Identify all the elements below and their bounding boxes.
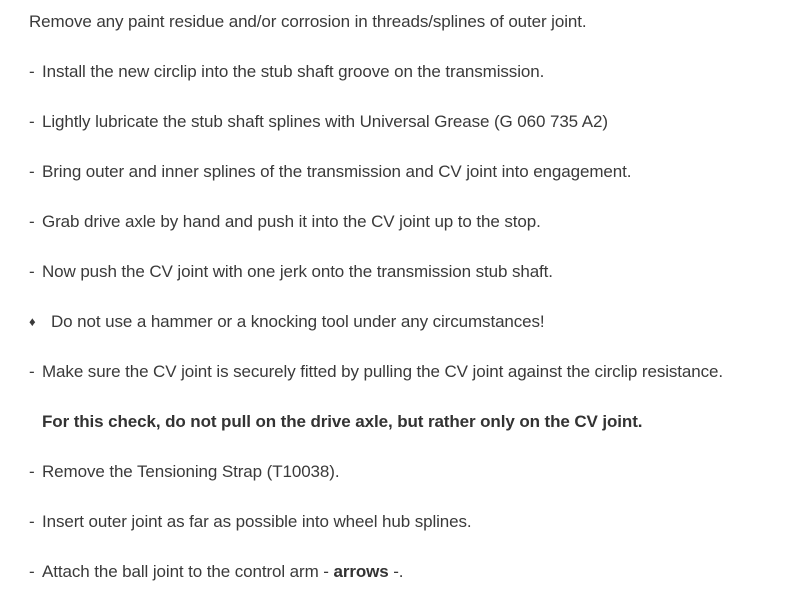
step-text: Install the new circlip into the stub shaft groove on the transmission. [42, 62, 545, 81]
step-engage-splines [29, 160, 631, 184]
step-lubricate-splines [29, 110, 608, 134]
step-text: Attach the ball joint to the control arm - [42, 562, 334, 581]
bold-check-note [42, 410, 642, 434]
diamond-bullet-icon: ♦ [29, 314, 36, 329]
bold-note-text: For this check, do not pull on the drive axle, but rather only on the CV joint. [42, 412, 643, 431]
step-push-cv-joint [29, 260, 553, 284]
note-text: Do not use a hammer or a knocking tool under any circumstances! [51, 312, 545, 331]
step-insert-outer-joint [29, 510, 472, 534]
step-remove-paint-residue [29, 10, 587, 34]
arrows-reference: arrows [333, 562, 389, 581]
dash-bullet: - [29, 62, 35, 81]
note-no-hammer [29, 310, 545, 334]
dash-bullet: - [29, 262, 35, 281]
step-text: Bring outer and inner splines of the transmission and CV joint into engagement. [42, 162, 632, 181]
step-install-circlip [29, 60, 544, 84]
step-text: Grab drive axle by hand and push it into the CV joint up to the stop. [42, 212, 541, 231]
dash-bullet: - [29, 462, 35, 481]
dash-bullet: - [29, 212, 35, 231]
step-remove-strap [29, 460, 339, 484]
dash-bullet: - [29, 562, 35, 581]
step-check-fit [29, 360, 723, 384]
step-text: Insert outer joint as far as possible into wheel hub splines. [42, 512, 472, 531]
dash-bullet: - [29, 362, 35, 381]
step-text: Lightly lubricate the stub shaft splines with Universal Grease (G 060 735 A2) [42, 112, 608, 131]
dash-bullet: - [29, 162, 35, 181]
step-text: Remove any paint residue and/or corrosion in threads/splines of outer joint. [29, 12, 587, 31]
dash-bullet: - [29, 512, 35, 531]
step-text: Make sure the CV joint is securely fitted by pulling the CV joint against the circlip resistance. [42, 362, 724, 381]
step-text-suffix: -. [388, 562, 404, 581]
step-attach-ball-joint [29, 560, 403, 584]
step-text: Remove the Tensioning Strap (T10038). [42, 462, 340, 481]
step-grab-drive-axle [29, 210, 541, 234]
dash-bullet: - [29, 112, 35, 131]
step-text: Now push the CV joint with one jerk onto the transmission stub shaft. [42, 262, 553, 281]
